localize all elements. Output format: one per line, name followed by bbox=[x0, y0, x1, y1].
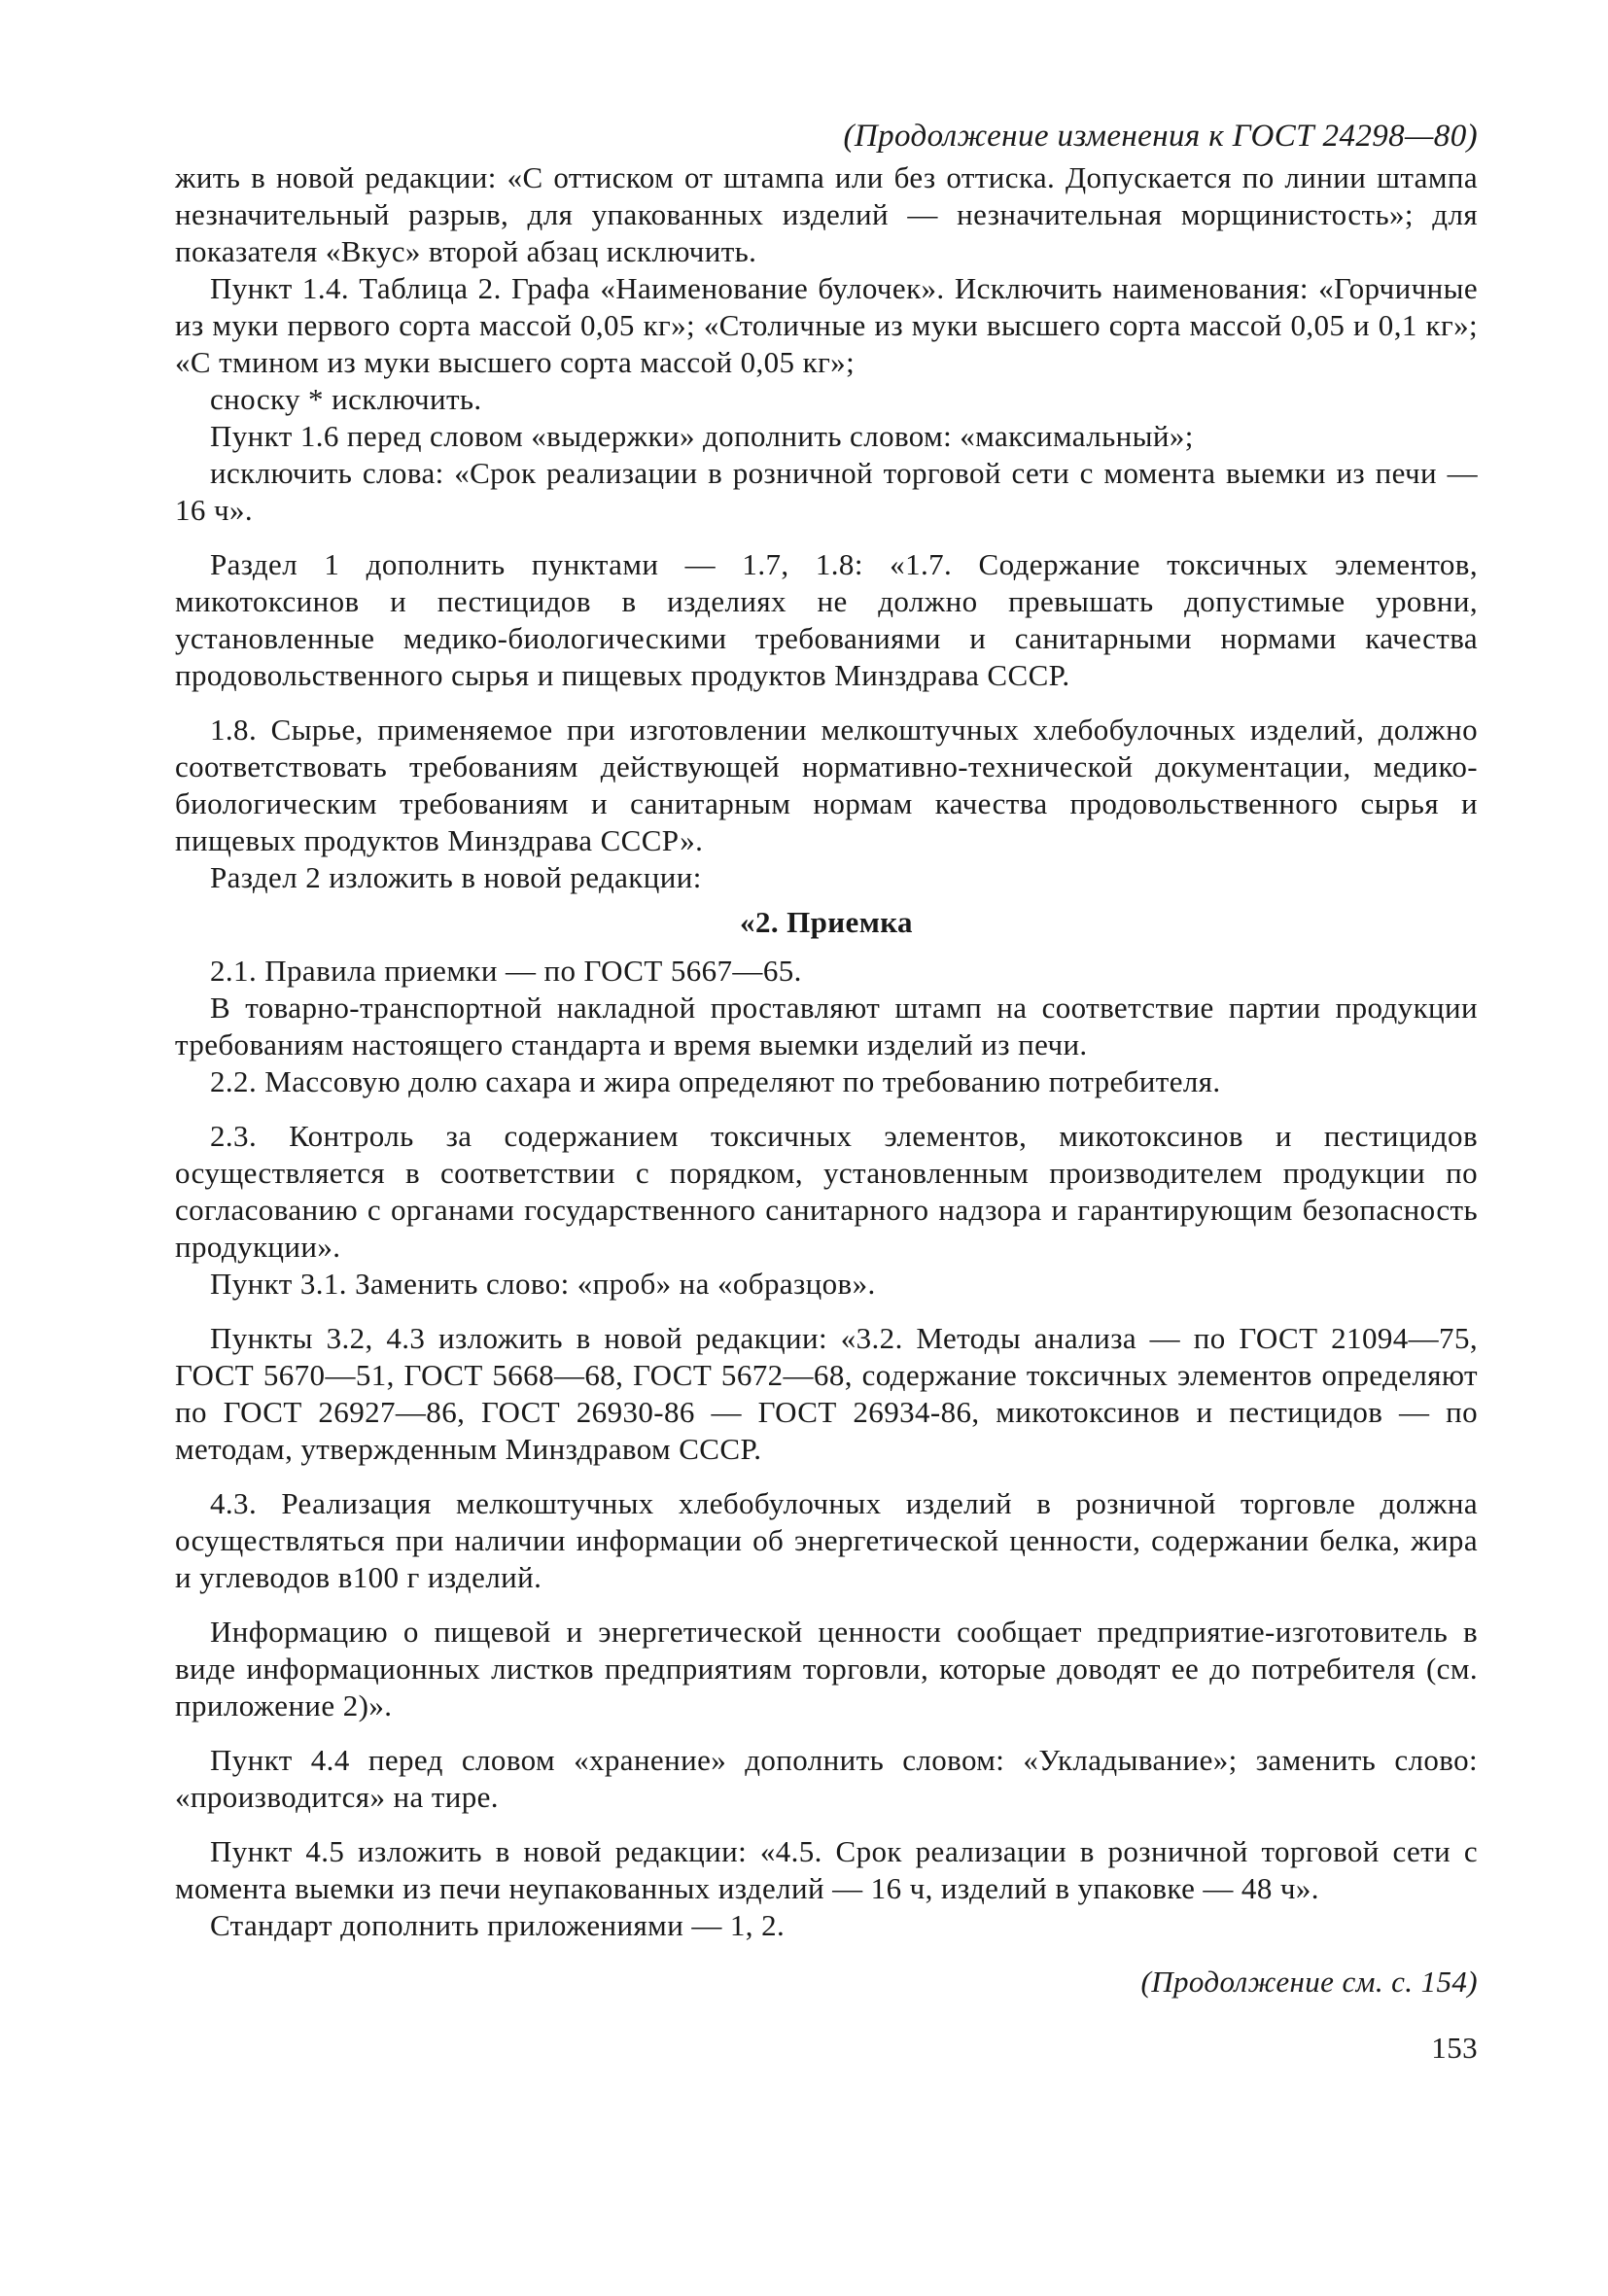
paragraph-item-1-6-exclude: исключить слова: «Срок реализации в розничной торговой сети с момента выемки из печи — 16 ч». bbox=[175, 456, 1478, 527]
page-number: 153 bbox=[1431, 2031, 1478, 2065]
paragraph-section-2-intro: Раздел 2 изложить в новой редакции: bbox=[210, 860, 702, 894]
paragraph-item-4-4: Пункт 4.4 перед словом «хранение» дополнить словом: «Укладывание»; заменить слово: «производится» на тире. bbox=[175, 1743, 1478, 1814]
paragraph-item-4-5: Пункт 4.5 изложить в новой редакции: «4.5. Срок реализации в розничной торговой сети с момента выемки из печи неупакованных изделий — 16 ч, изделий в упаковке — 48 ч». bbox=[175, 1834, 1478, 1905]
paragraph-continuation: жить в новой редакции: «С оттиском от штампа или без оттиска. Допускается по линии штампа незначительный разрыв, для упакованных изделий — незначительная морщинистость»; для показателя «Вкус» второй абзац исключить. bbox=[175, 160, 1478, 268]
paragraph-item-2-3: 2.3. Контроль за содержанием токсичных элементов, микотоксинов и пестицидов осуществляется в соответствии с порядком, установленным производителем продукции по согласованию с органами государственного санитарного надзора и гарантирующим безопасность продукции». bbox=[175, 1119, 1478, 1264]
continuation-note: (Продолжение см. с. 154) bbox=[1140, 1965, 1478, 1999]
paragraph-item-1-4: Пункт 1.4. Таблица 2. Графа «Наименование булочек». Исключить наименования: «Горчичные из муки первого сорта массой 0,05 кг»; «Столичные из муки высшего сорта массой 0,05 и 0,1 кг»; «С тмином из муки высшего сорта массой 0,05 кг»; bbox=[175, 271, 1478, 379]
paragraph-nutrition-info: Информацию о пищевой и энергетической ценности сообщает предприятие-изготовитель в виде информационных листков предприятиям торговли, которые доводят ее до потребителя (см. приложение 2)». bbox=[175, 1615, 1478, 1722]
running-header: (Продолжение изменения к ГОСТ 24298—80) bbox=[843, 119, 1478, 154]
paragraph-footnote-remove: сноску * исключить. bbox=[210, 382, 482, 416]
paragraph-item-2-1: 2.1. Правила приемки — по ГОСТ 5667—65. bbox=[210, 954, 802, 988]
paragraph-item-3-1: Пункт 3.1. Заменить слово: «проб» на «образцов». bbox=[210, 1267, 876, 1301]
paragraph-item-4-3: 4.3. Реализация мелкоштучных хлебобулочных изделий в розничной торговле должна осуществляться при наличии информации об энергетической ценности, содержании белка, жира и углеводов в100 г изделий. bbox=[175, 1486, 1478, 1594]
paragraph-item-1-8: 1.8. Сырье, применяемое при изготовлении мелкоштучных хлебобулочных изделий, должно соответствовать требованиям действующей нормативно-технической документации, медико-биологическим требованиям и санитарным нормам качества продовольственного сырья и пищевых продуктов Минздрава СССР». bbox=[175, 713, 1478, 857]
paragraph-item-1-6: Пункт 1.6 перед словом «выдержки» дополнить словом: «максимальный»; bbox=[210, 419, 1194, 453]
document-page bbox=[175, 117, 1478, 2255]
paragraph-waybill: В товарно-транспортной накладной проставляют штамп на соответствие партии продукции требованиям настоящего стандарта и время выемки изделий из печи. bbox=[175, 991, 1478, 1061]
section-title-acceptance: «2. Приемка bbox=[740, 905, 913, 939]
paragraph-items-3-2-4-3: Пункты 3.2, 4.3 изложить в новой редакции: «3.2. Методы анализа — по ГОСТ 21094—75, ГОСТ 5670—51, ГОСТ 5668—68, ГОСТ 5672—68, содержание токсичных элементов определяют по ГОСТ 26927—86, ГОСТ 26930-86 — ГОСТ 26934-86, микотоксинов и пестицидов — по методам, утвержденным Минздравом СССР. bbox=[175, 1321, 1478, 1466]
paragraph-section-1-add: Раздел 1 дополнить пунктами — 1.7, 1.8: «1.7. Содержание токсичных элементов, микотоксинов и пестицидов в изделиях не должно превышать допустимые уровни, установленные медико-биологическими требованиями и санитарными нормами качества продовольственного сырья и пищевых продуктов Минздрава СССР. bbox=[175, 547, 1478, 692]
paragraph-appendices: Стандарт дополнить приложениями — 1, 2. bbox=[210, 1908, 786, 1942]
paragraph-item-2-2: 2.2. Массовую долю сахара и жира определяют по требованию потребителя. bbox=[210, 1064, 1221, 1098]
